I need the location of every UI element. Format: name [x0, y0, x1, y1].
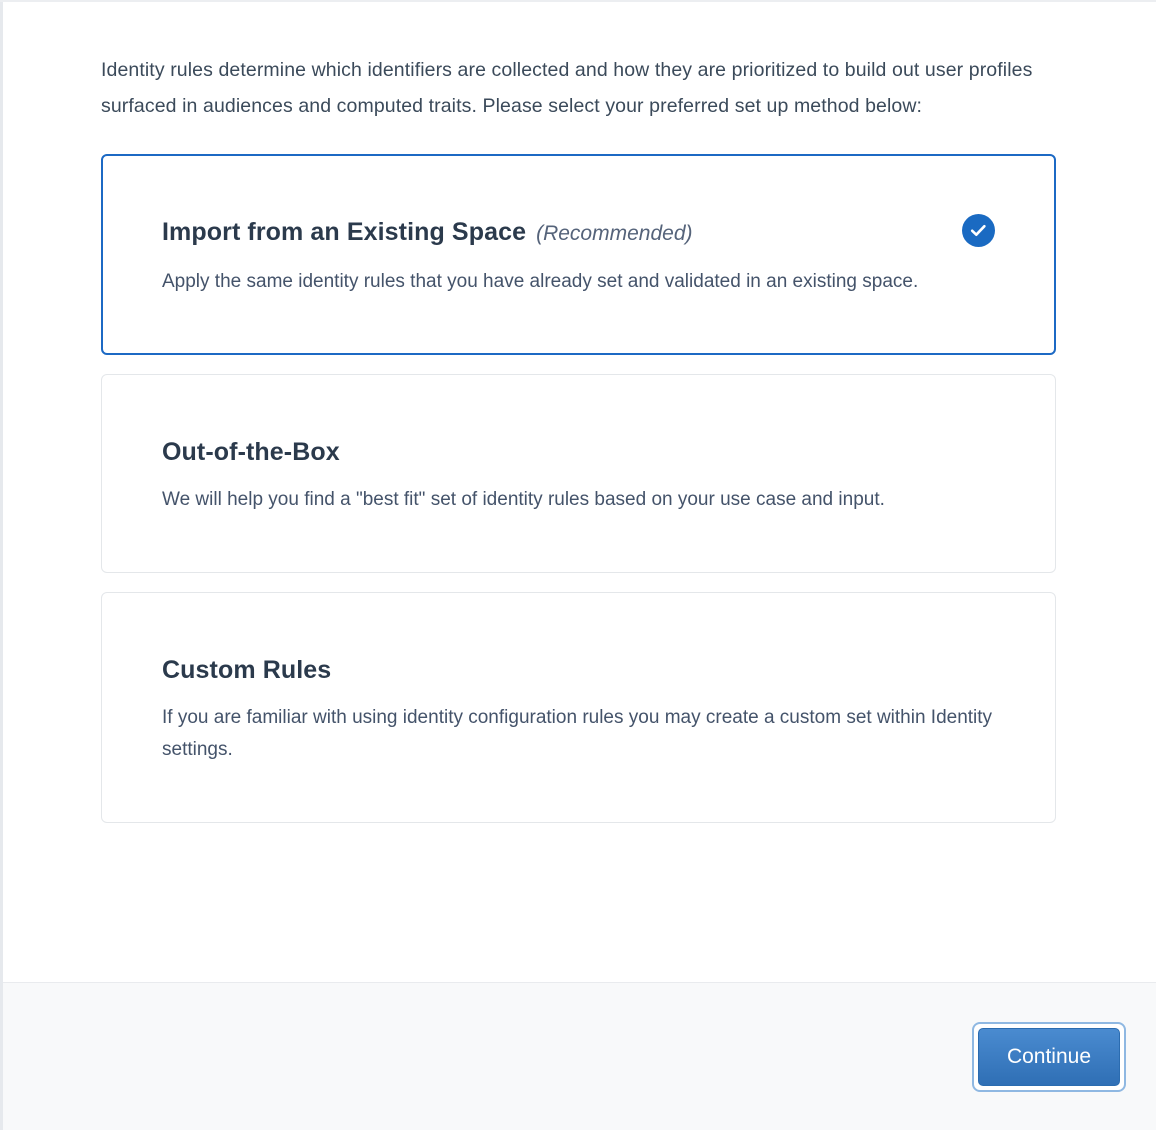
option-title: Custom Rules	[162, 656, 332, 684]
option-description: If you are familiar with using identity configuration rules you may create a custom set within Identity settings.	[162, 707, 993, 760]
option-description: Apply the same identity rules that you have already set and validated in an existing space.	[162, 271, 919, 292]
option-title: Out-of-the-Box	[162, 438, 340, 466]
modal-footer	[0, 982, 1156, 1130]
option-card-custom-rules[interactable]	[101, 592, 1056, 823]
option-card-import-existing-space[interactable]	[101, 154, 1056, 355]
check-circle-icon	[962, 214, 995, 247]
option-title-row	[162, 217, 995, 249]
setup-method-options	[101, 154, 1056, 823]
continue-button-focus-ring	[972, 1022, 1126, 1092]
option-recommended-badge: (Recommended)	[536, 222, 693, 245]
option-card-out-of-the-box[interactable]	[101, 374, 1056, 573]
option-description: We will help you find a "best fit" set of identity rules based on your use case and input.	[162, 489, 885, 510]
option-title-row	[162, 437, 995, 467]
option-title-row	[162, 655, 995, 685]
continue-button[interactable]: Continue	[978, 1028, 1120, 1086]
option-title: Import from an Existing Space	[162, 218, 527, 246]
intro-text: Identity rules determine which identifiers are collected and how they are prioritized to build out user profiles surfaced in audiences and computed traits. Please select your preferred set up method below:	[101, 59, 1033, 117]
